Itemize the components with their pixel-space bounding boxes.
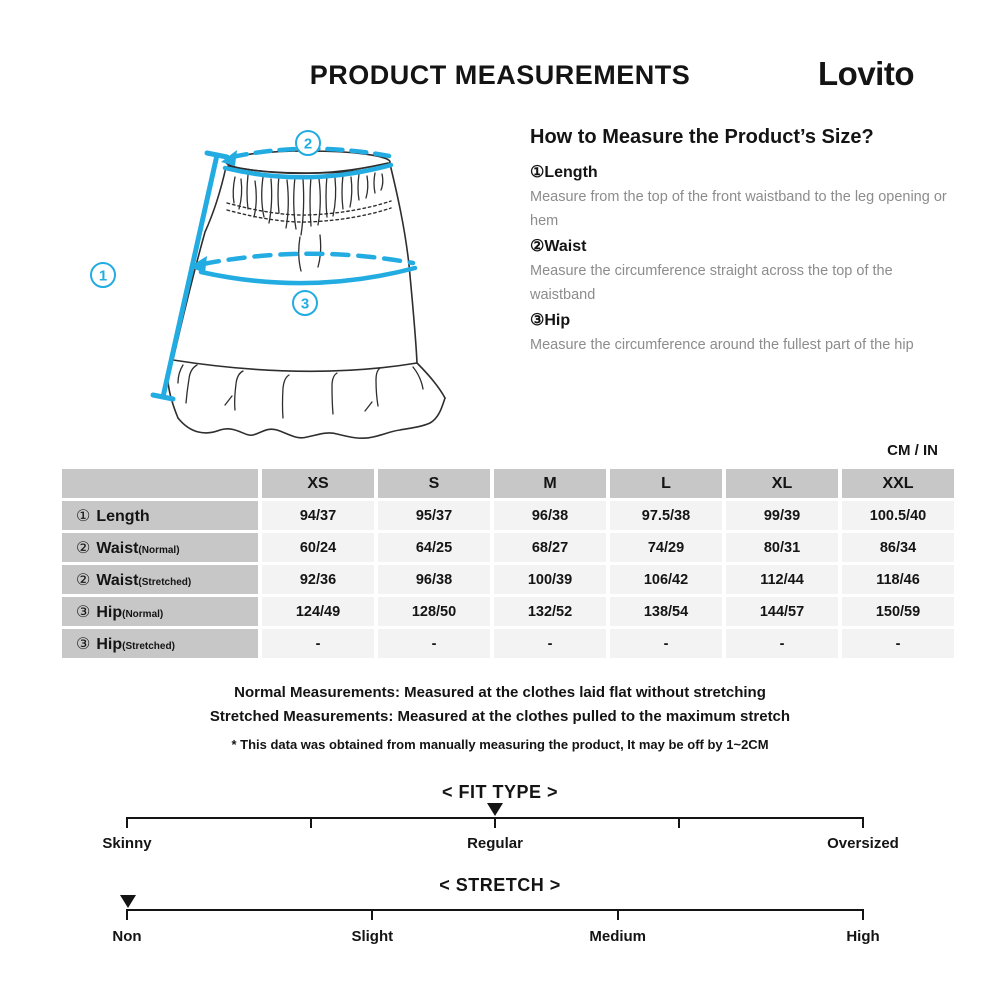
stretch-heading: < STRETCH > [439, 875, 561, 895]
size-value-cell: - [726, 629, 838, 658]
size-value-cell: 68/27 [494, 533, 606, 562]
size-value-cell: 60/24 [262, 533, 374, 562]
scale-tick [862, 909, 864, 920]
skirt-diagram [75, 115, 495, 455]
row-header: ② Waist(Stretched) [62, 565, 258, 594]
scale-tick [310, 817, 312, 828]
marker-3-badge [293, 291, 317, 315]
svg-text:2: 2 [303, 135, 313, 153]
size-value-cell: - [610, 629, 722, 658]
marker-badges [91, 131, 320, 315]
measure-item-waist-desc: Measure the circumference straight across the top of the waistband [530, 263, 893, 303]
size-value-cell: 128/50 [378, 597, 490, 626]
size-value-cell: 80/31 [726, 533, 838, 562]
marker-2-badge [296, 131, 320, 155]
circled-number: ③ [76, 635, 91, 653]
ruffle-hem [178, 398, 445, 438]
size-value-cell: 144/57 [726, 597, 838, 626]
measure-item-length-desc: Measure from the top of the front waistband to the leg opening or hem [530, 189, 947, 229]
fit-label-regular: Regular [467, 835, 523, 852]
size-value-cell: 95/37 [378, 501, 490, 530]
measurement-overlays [153, 149, 415, 399]
size-value-cell: 106/42 [610, 565, 722, 594]
hip-measure-line [189, 254, 415, 283]
size-value-cell: - [262, 629, 374, 658]
stretch-scale [127, 909, 863, 911]
size-value-cell: 100/39 [494, 565, 606, 594]
ruffle-seam [173, 360, 417, 371]
note-stretched: Stretched Measurements: Measured at the clothes pulled to the maximum stretch [209, 708, 791, 725]
stretch-label-high: High [846, 928, 880, 945]
scale-tick [494, 817, 496, 828]
measure-item-waist-label: ②Waist [530, 238, 587, 255]
how-to-measure-section [530, 126, 960, 359]
scale-tick [126, 909, 128, 920]
fit-type-marker-icon [487, 803, 503, 816]
size-value-cell: 112/44 [726, 565, 838, 594]
size-value-cell: 100.5/40 [842, 501, 954, 530]
column-header-xxl: XXL [842, 469, 954, 498]
disclaimer-note: * This data was obtained from manually measuring the product, It may be off by 1~2CM [231, 737, 769, 752]
size-value-cell: 99/39 [726, 501, 838, 530]
marker-1-badge [91, 263, 115, 287]
circled-number: ① [530, 164, 545, 181]
table-row-length [62, 501, 954, 530]
size-value-cell: 124/49 [262, 597, 374, 626]
stretch-label-medium: Medium [589, 928, 647, 945]
fit-label-oversized: Oversized [827, 835, 899, 852]
size-value-cell: 118/46 [842, 565, 954, 594]
how-to-measure-heading: How to Measure the Product’s Size? [530, 126, 874, 148]
size-value-cell: 94/37 [262, 501, 374, 530]
scale-tick [678, 817, 680, 828]
size-value-cell: - [494, 629, 606, 658]
circled-number: ③ [76, 603, 91, 621]
table-row-waist-stretched [62, 565, 954, 594]
circled-number: ② [530, 238, 545, 255]
svg-text:1: 1 [98, 267, 108, 285]
size-value-cell: 96/38 [378, 565, 490, 594]
stretch-labels [112, 928, 880, 948]
fit-type-scale [127, 817, 863, 819]
column-header-s: S [378, 469, 490, 498]
svg-text:3: 3 [300, 295, 310, 313]
size-value-cell: 97.5/38 [610, 501, 722, 530]
size-value-cell: - [842, 629, 954, 658]
size-value-cell: 150/59 [842, 597, 954, 626]
column-header-xl: XL [726, 469, 838, 498]
size-table-header-row [62, 469, 954, 498]
row-header: ② Waist(Normal) [62, 533, 258, 562]
fit-type-heading: < FIT TYPE > [441, 782, 559, 802]
stretch-label-non: Non [112, 928, 142, 945]
column-header-m: M [494, 469, 606, 498]
table-row-hip-stretched [62, 629, 954, 658]
circled-number: ② [76, 539, 91, 557]
size-value-cell: 74/29 [610, 533, 722, 562]
scale-tick [371, 909, 373, 920]
ruffle-folds [178, 365, 423, 418]
row-header: ① Length [62, 501, 258, 530]
note-normal: Normal Measurements: Measured at the clothes laid flat without stretching [234, 684, 766, 701]
column-header-xs: XS [262, 469, 374, 498]
unit-label: CM / IN [887, 442, 938, 459]
measure-item-hip-desc: Measure the circumference around the fullest part of the hip [530, 337, 914, 353]
circled-number: ② [76, 571, 91, 589]
size-value-cell: - [378, 629, 490, 658]
stretch-label-slight: Slight [351, 928, 394, 945]
size-value-cell: 138/54 [610, 597, 722, 626]
circled-number: ① [76, 507, 91, 525]
size-value-cell: 86/34 [842, 533, 954, 562]
measurement-notes [0, 681, 1000, 729]
size-value-cell: 132/52 [494, 597, 606, 626]
column-header-l: L [610, 469, 722, 498]
fit-label-skinny: Skinny [102, 835, 152, 852]
size-value-cell: 96/38 [494, 501, 606, 530]
size-value-cell: 64/25 [378, 533, 490, 562]
stitch-line-1 [227, 201, 391, 215]
fit-type-labels [102, 835, 899, 855]
table-corner-cell [62, 469, 258, 498]
brand-logo: Lovito [818, 55, 914, 92]
circled-number: ③ [530, 312, 545, 329]
table-row-hip-normal [62, 597, 954, 626]
stretch-marker-icon [120, 895, 136, 908]
row-header: ③ Hip(Normal) [62, 597, 258, 626]
size-value-cell: 92/36 [262, 565, 374, 594]
scale-tick [617, 909, 619, 920]
scale-tick [862, 817, 864, 828]
measure-item-hip-label: ③Hip [530, 312, 571, 329]
measure-item-length-label: ①Length [530, 164, 598, 181]
page-title: PRODUCT MEASUREMENTS [309, 60, 691, 90]
size-table [58, 466, 958, 661]
row-header: ③ Hip(Stretched) [62, 629, 258, 658]
table-row-waist-normal [62, 533, 954, 562]
scale-tick [126, 817, 128, 828]
